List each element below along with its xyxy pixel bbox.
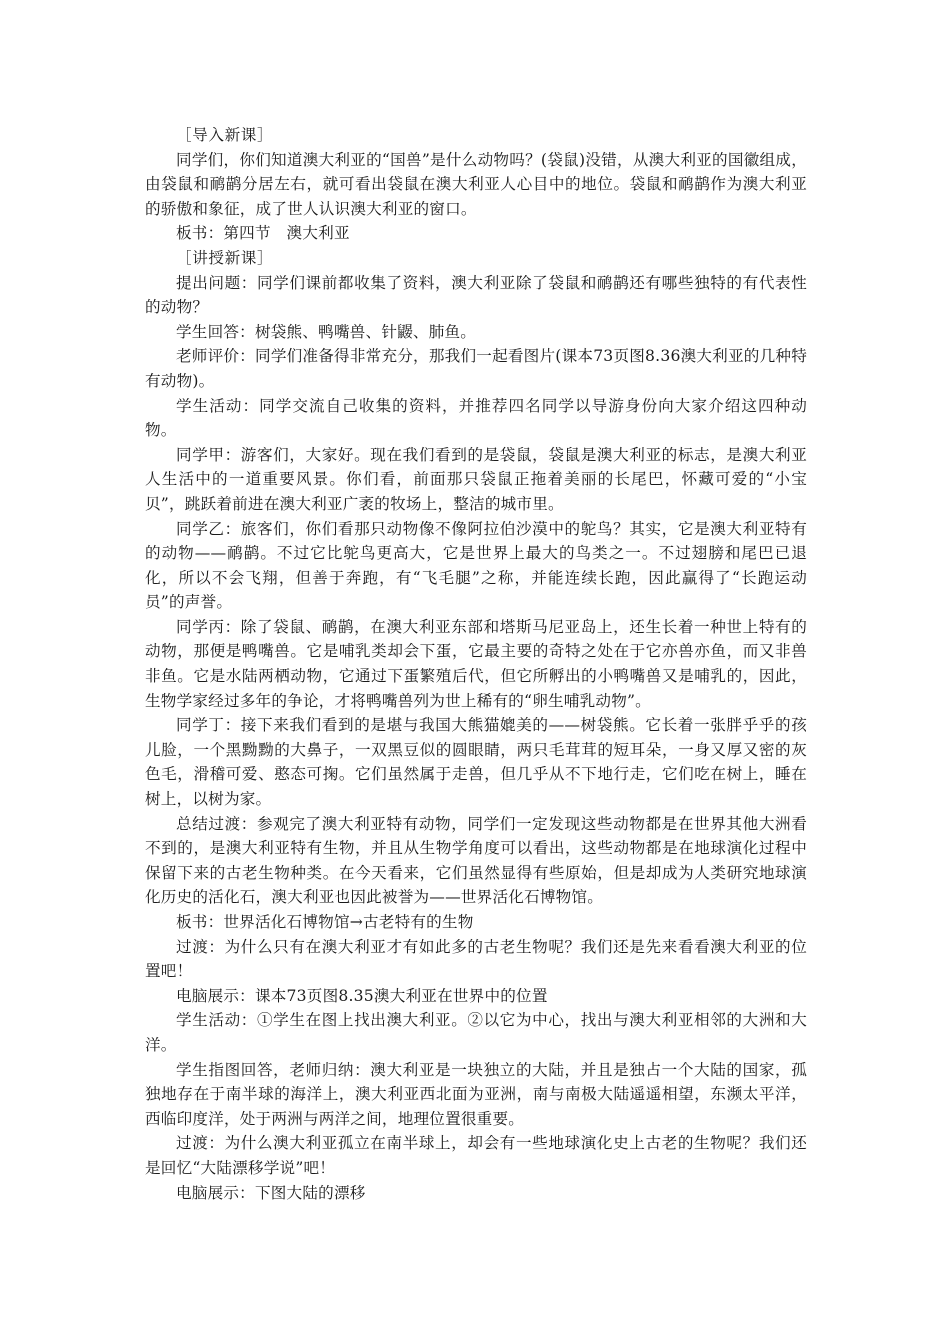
section-heading-teach: ［讲授新课］ bbox=[176, 248, 274, 267]
paragraph: 电脑展示：下图大陆的漂移 bbox=[176, 1183, 366, 1202]
paragraph: 板书：第四节 澳大利亚 bbox=[176, 224, 350, 243]
paragraph: 同学甲：游客们，大家好。现在我们看到的是袋鼠，袋鼠是澳大利亚的标志，是澳大利亚人生活中的一道重要风景。你们看，前面那只袋鼠正拖着美丽的长尾巴，怀藏可爱的“小宝贝”，跳跃着前进在澳大利亚广袤的牧场上，整洁的城市里。 bbox=[145, 445, 807, 513]
paragraph: 学生活动：同学交流自己收集的资料，并推荐四名同学以导游身份向大家介绍这四种动物。 bbox=[145, 396, 807, 440]
paragraph: 同学们，你们知道澳大利亚的“国兽”是什么动物吗？(袋鼠)没错，从澳大利亚的国徽组成，由袋鼠和鸸鹋分居左右，就可看出袋鼠在澳大利亚人心目中的地位。袋鼠和鸸鹋作为澳大利亚的骄傲和象征，成了世人认识澳大利亚的窗口。 bbox=[145, 150, 807, 218]
paragraph: 学生活动：①学生在图上找出澳大利亚。②以它为中心，找出与澳大利亚相邻的大洲和大洋。 bbox=[145, 1011, 807, 1054]
section-heading-intro: ［导入新课］ bbox=[176, 126, 274, 144]
paragraph: 过渡：为什么澳大利亚孤立在南半球上，却会有一些地球演化史上古老的生物呢？我们还是回忆“大陆漂移学说”吧！ bbox=[145, 1134, 807, 1177]
paragraph: 学生回答：树袋熊、鸭嘴兽、针鼹、肺鱼。 bbox=[176, 322, 477, 341]
paragraph: 电脑展示：课本73页图8.35澳大利亚在世界中的位置 bbox=[176, 986, 548, 1005]
paragraph: 同学乙：旅客们，你们看那只动物像不像阿拉伯沙漠中的鸵鸟？其实，它是澳大利亚特有的动物——鸸鹋。不过它比鸵鸟更高大，它是世界上最大的鸟类之一。不过翅膀和尾巴已退化，所以不会飞翔，但善于奔跑，有“飞毛腿”之称，并能连续长跑，因此赢得了“长跑运动员”的声誉。 bbox=[145, 519, 807, 612]
paragraph: 过渡：为什么只有在澳大利亚才有如此多的古老生物呢？我们还是先来看看澳大利亚的位置吧！ bbox=[145, 937, 807, 981]
paragraph: 学生指图回答，老师归纳：澳大利亚是一块独立的大陆，并且是独占一个大陆的国家，孤独地存在于南半球的海洋上，澳大利亚西北面为亚洲，南与南极大陆遥遥相望，东濒太平洋，西临印度洋，处于两洲与两洋之间，地理位置很重要。 bbox=[145, 1060, 807, 1128]
paragraph: 总结过渡：参观完了澳大利亚特有动物，同学们一定发现这些动物都是在世界其他大洲看不到的，是澳大利亚特有生物，并且从生物学角度可以看出，这些动物都是在地球演化过程中保留下来的古老生物种类。在今天看来，它们虽然显得有些原始，但是却成为人类研究地球演化历史的活化石，澳大利亚也因此被誉为——世界活化石博物馆。 bbox=[145, 814, 807, 907]
paragraph: 老师评价：同学们准备得非常充分，那我们一起看图片(课本73页图8.36澳大利亚的几种特有动物)。 bbox=[145, 347, 807, 390]
paragraph: 提出问题：同学们课前都收集了资料，澳大利亚除了袋鼠和鸸鹋还有哪些独特的有代表性的动物？ bbox=[145, 273, 807, 317]
paragraph: 板书：世界活化石博物馆→古老特有的生物 bbox=[176, 913, 474, 931]
document-page bbox=[145, 123, 807, 1205]
paragraph: 同学丙：除了袋鼠、鸸鹋，在澳大利亚东部和塔斯马尼亚岛上，还生长着一种世上特有的动物，那便是鸭嘴兽。它是哺乳类却会下蛋，它最主要的奇特之处在于它亦兽亦鱼，而又非兽非鱼。它是水陆两栖动物，它通过下蛋繁殖后代，但它所孵出的小鸭嘴兽又是哺乳的，因此，生物学家经过多年的争论，才将鸭嘴兽列为世上稀有的“卵生哺乳动物”。 bbox=[145, 617, 807, 710]
paragraph: 同学丁：接下来我们看到的是堪与我国大熊猫媲美的——树袋熊。它长着一张胖乎乎的孩儿脸，一个黑黝黝的大鼻子，一双黑豆似的圆眼睛，两只毛茸茸的短耳朵，一身又厚又密的灰色毛，滑稽可爱、憨态可掬。它们虽然属于走兽，但几乎从不下地行走，它们吃在树上，睡在树上，以树为家。 bbox=[145, 716, 807, 809]
